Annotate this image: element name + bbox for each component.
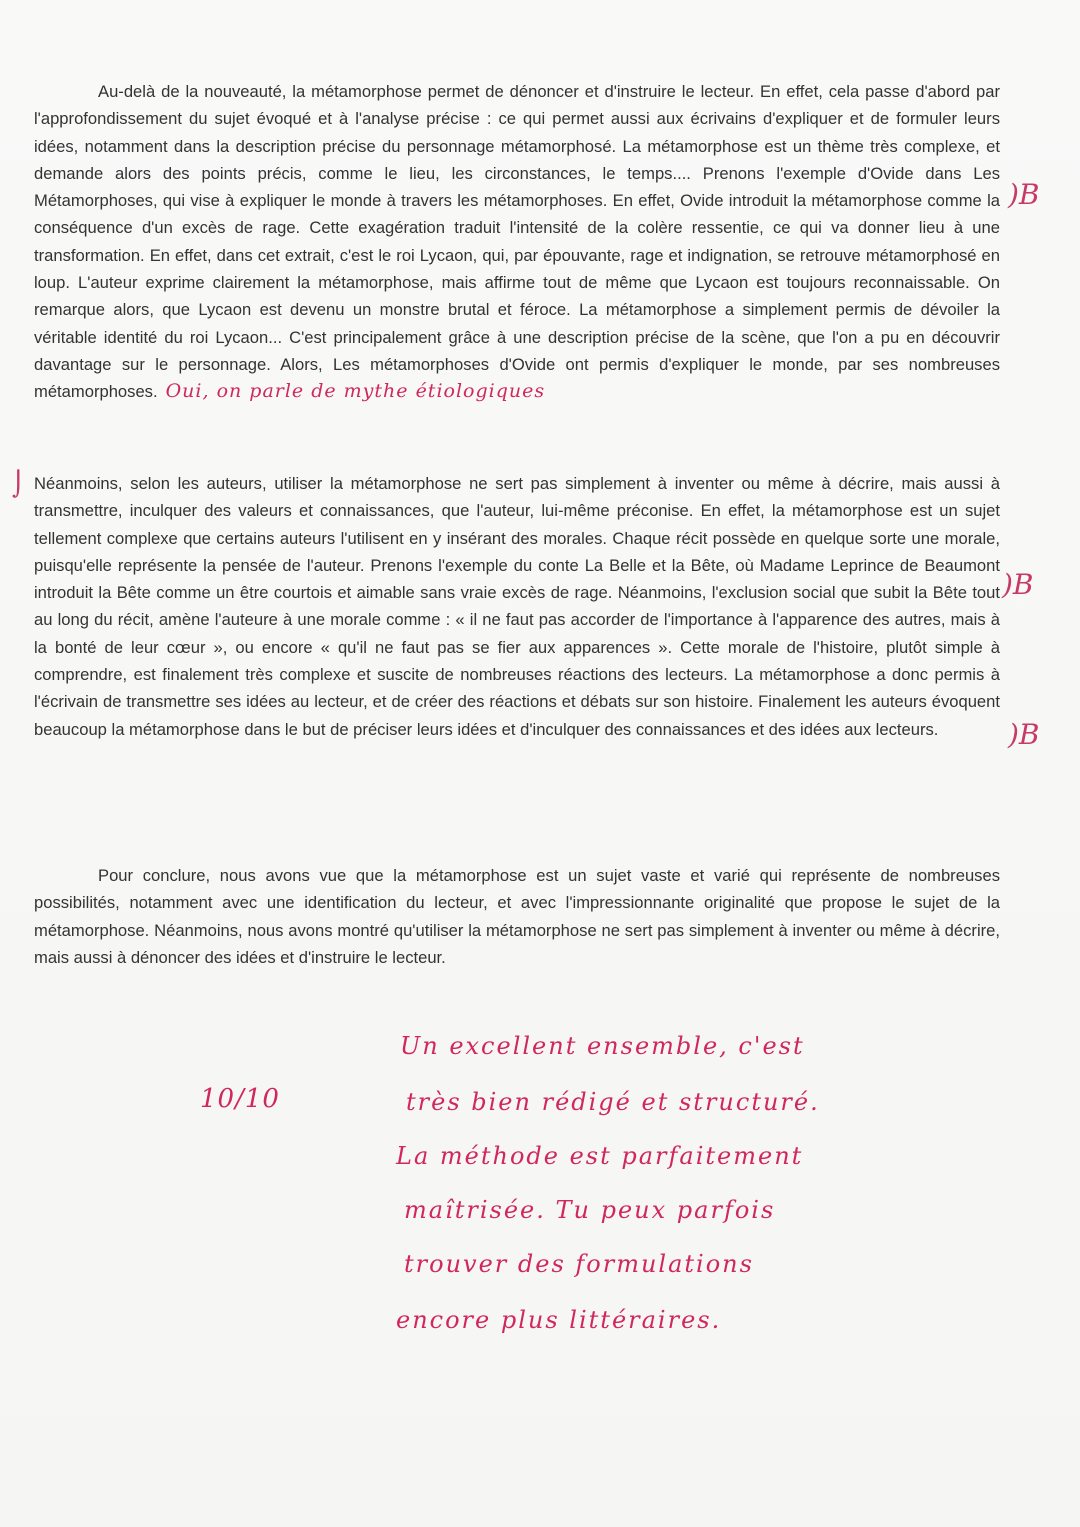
paragraph-belle-bete-text: Néanmoins, selon les auteurs, utiliser la métamorphose ne sert pas simplement à inventer ou même à décrire, mais aussi à transmettre, inculquer des valeurs et connaissances, que l'auteur, lui-même préconise. En effet, la métamorphose est un sujet tellement complexe que certains auteurs l'utilisent en y insérant des morales. Chaque récit possède en quelque sorte une morale, puisqu'elle représente la pensée de l'auteur. Prenons l'exemple du conte La Belle et la Bête, où Madame Leprince de Beaumont introduit la Bête comme un être courtois et aimable sans vraie excès de rage. Néanmoins, l'exclusion social que subit la Bête tout au long du récit, amène l'auteure à une morale comme : « il ne faut pas accorder de l'importance à l'apparence des autres, mais à la bonté de leur cœur », ou encore « qu'il ne faut pas se fier aux apparences ». Cette morale de l'histoire, plutôt simple à comprendre, est finalement très complexe et suscite de nombreuses réactions des lecteurs. La métamorphose a donc permis à l'écrivain de transmettre ses idées au lecteur, et de créer des réactions et débats sur son histoire. Finalement les auteurs évoquent beaucoup la métamorphose dans le but de préciser leurs idées et d'inculquer des connaissances et des idées aux lecteurs. [34, 474, 1000, 739]
paragraph-lycaon [34, 78, 1000, 406]
margin-mark-3: )B [1008, 718, 1040, 751]
margin-mark-1: )B [1008, 178, 1040, 211]
grade: 10/10 [200, 1084, 280, 1114]
teacher-comment-line-3: La méthode est parfaitement [396, 1142, 804, 1170]
teacher-comment-line-6: encore plus littéraires. [396, 1306, 722, 1334]
teacher-comment-line-2: très bien rédigé et structuré. [406, 1088, 820, 1116]
margin-tick-mark: ⌡ [12, 470, 25, 498]
paragraph-belle-bete [34, 470, 1000, 743]
paragraph-conclusion [34, 862, 1000, 971]
annotation-mythe: Oui, on parle de mythe étiologiques [165, 380, 546, 403]
margin-mark-2: )B [1002, 568, 1034, 601]
teacher-comment-line-5: trouver des formulations [404, 1250, 754, 1278]
paragraph-lycaon-text: Au-delà de la nouveauté, la métamorphose permet de dénoncer et d'instruire le lecteur. En effet, cela passe d'abord par l'approfondissement du sujet évoqué et à l'analyse précise : ce qui permet aussi aux écrivains d'expliquer et de formuler leurs idées, notamment dans la description précise du personnage métamorphosé. La métamorphose est un thème très complexe, et demande alors des points précis, comme le lieu, les circonstances, le temps.... Prenons l'exemple d'Ovide dans Les Métamorphoses, qui vise à expliquer le monde à travers les métamorphoses. En effet, Ovide introduit la métamorphose comme la conséquence d'un excès de rage. Cette exagération traduit l'intensité de la colère ressentie, ce qui va donner lieu à une transformation. En effet, dans cet extrait, c'est le roi Lycaon, qui, par épouvante, rage et indignation, se retrouve métamorphosé en loup. L'auteur exprime clairement la métamorphose, mais affirme tout de même que Lycaon est toujours reconnaissable. On remarque alors, que Lycaon est devenu un monstre brutal et féroce. La métamorphose a simplement permis de dévoiler la véritable identité du roi Lycaon... C'est principalement grâce à une description précise de la scène, que l'on a pu en découvrir davantage sur le personnage. Alors, Les métamorphoses d'Ovide ont permis d'expliquer le monde, par ses nombreuses métamorphoses. [34, 82, 1000, 402]
teacher-comment-line-1: Un excellent ensemble, c'est [400, 1032, 805, 1060]
teacher-comment-line-4: maîtrisée. Tu peux parfois [404, 1196, 776, 1224]
paragraph-conclusion-text: Pour conclure, nous avons vue que la métamorphose est un sujet vaste et varié qui représente de nombreuses possibilités, notamment avec une identification du lecteur, et avec l'impressionnante originalité que propose le sujet de la métamorphose. Néanmoins, nous avons montré qu'utiliser la métamorphose ne sert pas simplement à inventer ou même à décrire, mais aussi à dénoncer des idées et d'instruire le lecteur. [34, 866, 1000, 967]
